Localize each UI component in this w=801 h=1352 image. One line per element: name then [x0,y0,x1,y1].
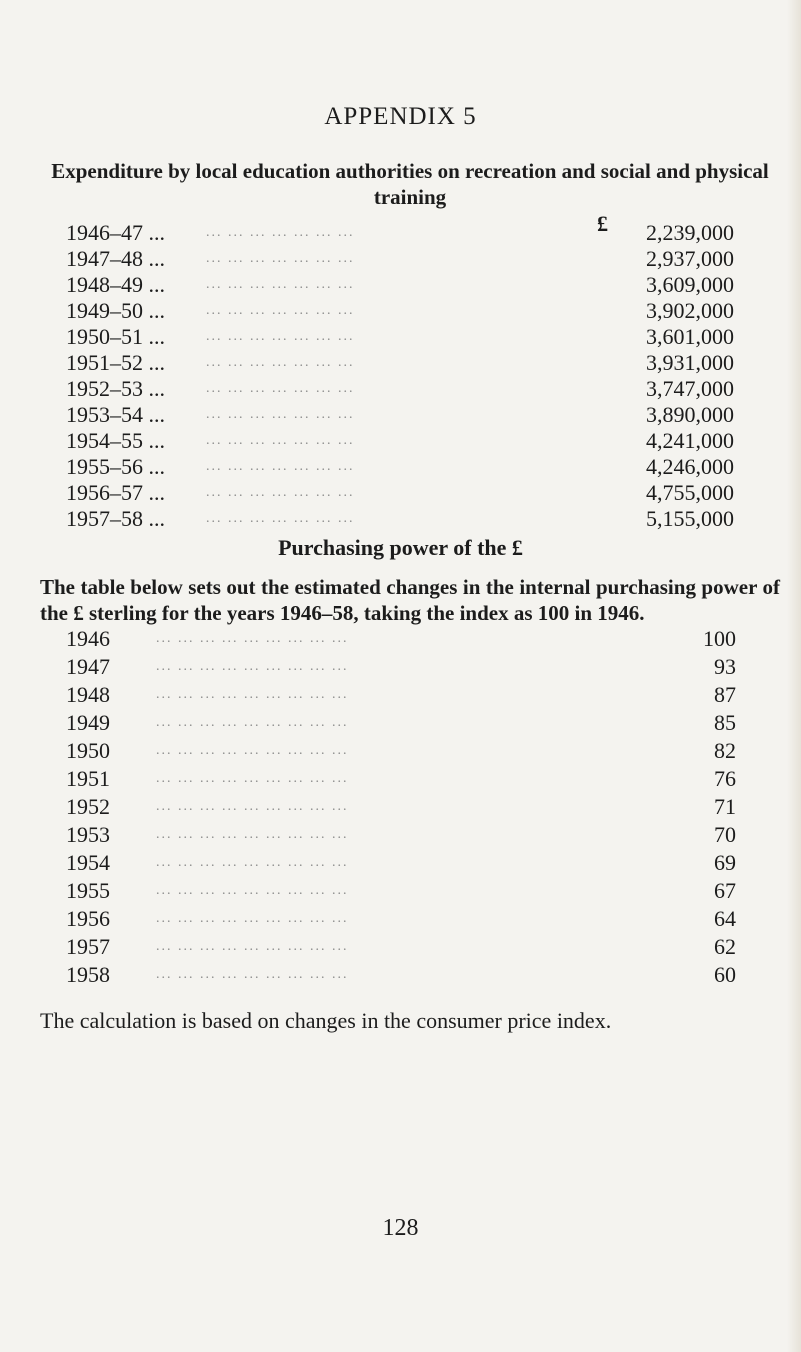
year-label: 1947 [66,654,110,679]
dot-leader: ... ... ... ... ... ... ... [206,381,355,396]
dot-leader: ... ... ... ... ... ... ... ... ... [156,855,349,870]
dot-leader: ... ... ... ... ... ... ... ... ... [156,883,349,898]
table-row [66,453,734,481]
year-label: 1953 [66,822,110,847]
amount-value: 4,241,000 [646,428,734,453]
year-label: 1950 [66,738,110,763]
dot-leader: ... ... ... ... ... ... ... ... ... [156,771,349,786]
index-value: 67 [714,878,736,903]
year-label: 1952 [66,794,110,819]
dot-leader: ... ... ... ... ... ... ... [206,329,355,344]
dot-leader: ... ... ... ... ... ... ... [206,459,355,474]
dot-leader: ... ... ... ... ... ... ... [206,433,355,448]
currency-symbol: £ [597,211,608,236]
index-value: 87 [714,682,736,707]
year-label: 1949–50 ... [66,298,165,323]
intro-paragraph: The table below sets out the estimated changes in the internal purchasing power of the £ sterling for the years 1946–58, taking the index as 100 in 1946. [40,575,780,625]
table-row [66,349,734,377]
dot-leader: ... ... ... ... ... ... ... ... ... [156,715,349,730]
year-label: 1946–47 ... [66,220,165,245]
year-label: 1954 [66,850,110,875]
table-row [66,505,734,533]
page-heading: APPENDIX 5 [324,103,477,130]
dot-leader: ... ... ... ... ... ... ... [206,251,355,266]
amount-value: 2,239,000 [646,220,734,245]
dot-leader: ... ... ... ... ... ... ... [206,355,355,370]
dot-leader: ... ... ... ... ... ... ... ... ... [156,687,349,702]
year-label: 1957 [66,934,110,959]
table-row [66,905,736,933]
table-row [66,375,734,403]
amount-value: 3,609,000 [646,272,734,297]
index-value: 76 [714,766,736,791]
year-label: 1949 [66,710,110,735]
year-label: 1954–55 ... [66,428,165,453]
footnote: The calculation is based on changes in the consumer price index. [40,1008,612,1033]
year-label: 1947–48 ... [66,246,165,271]
table-row [66,737,736,765]
table-title: Expenditure by local education authorities on recreation and social and physical training [51,159,769,209]
amount-value: 4,246,000 [646,454,734,479]
table-row [66,765,736,793]
index-value: 85 [714,710,736,735]
dot-leader: ... ... ... ... ... ... ... ... ... [156,659,349,674]
table-row [66,877,736,905]
year-label: 1957–58 ... [66,506,165,531]
dot-leader: ... ... ... ... ... ... ... [206,485,355,500]
table-row [66,219,734,247]
amount-value: 2,937,000 [646,246,734,271]
table-row [66,401,734,429]
amount-value: 4,755,000 [646,480,734,505]
page-number: 128 [382,1215,419,1241]
page-edge-shadow [787,0,801,1352]
table-row [66,479,734,507]
dot-leader: ... ... ... ... ... ... ... [206,511,355,526]
table-row [66,625,736,653]
dot-leader: ... ... ... ... ... ... ... ... ... [156,631,349,646]
amount-value: 3,601,000 [646,324,734,349]
year-label: 1952–53 ... [66,376,165,401]
dot-leader: ... ... ... ... ... ... ... ... ... [156,827,349,842]
index-value: 71 [714,794,736,819]
year-label: 1956 [66,906,110,931]
year-label: 1956–57 ... [66,480,165,505]
dot-leader: ... ... ... ... ... ... ... ... ... [156,967,349,982]
amount-value: 3,890,000 [646,402,734,427]
table-row [66,709,736,737]
table-row [66,793,736,821]
table-row [66,427,734,455]
dot-leader: ... ... ... ... ... ... ... [206,303,355,318]
table-row [66,653,736,681]
index-value: 69 [714,850,736,875]
index-value: 64 [714,906,736,931]
amount-value: 3,902,000 [646,298,734,323]
table-row [66,323,734,351]
table-row [66,245,734,273]
table-row [66,821,736,849]
year-label: 1958 [66,962,110,987]
year-label: 1950–51 ... [66,324,165,349]
index-value: 93 [714,654,736,679]
index-value: 82 [714,738,736,763]
year-label: 1948 [66,682,110,707]
index-value: 60 [714,962,736,987]
dot-leader: ... ... ... ... ... ... ... [206,225,355,240]
amount-value: 5,155,000 [646,506,734,531]
table-row [66,933,736,961]
year-label: 1955 [66,878,110,903]
index-value: 70 [714,822,736,847]
year-label: 1951 [66,766,110,791]
dot-leader: ... ... ... ... ... ... ... ... ... [156,743,349,758]
dot-leader: ... ... ... ... ... ... ... ... ... [156,939,349,954]
year-label: 1946 [66,626,110,651]
index-value: 100 [703,626,736,651]
year-label: 1948–49 ... [66,272,165,297]
table-row [66,297,734,325]
amount-value: 3,747,000 [646,376,734,401]
year-label: 1953–54 ... [66,402,165,427]
index-value: 62 [714,934,736,959]
year-label: 1955–56 ... [66,454,165,479]
section-title: Purchasing power of the £ [278,535,523,560]
table-row [66,961,736,989]
year-label: 1951–52 ... [66,350,165,375]
dot-leader: ... ... ... ... ... ... ... ... ... [156,911,349,926]
dot-leader: ... ... ... ... ... ... ... [206,277,355,292]
amount-value: 3,931,000 [646,350,734,375]
table-row [66,849,736,877]
table-row [66,681,736,709]
dot-leader: ... ... ... ... ... ... ... [206,407,355,422]
table-row [66,271,734,299]
dot-leader: ... ... ... ... ... ... ... ... ... [156,799,349,814]
